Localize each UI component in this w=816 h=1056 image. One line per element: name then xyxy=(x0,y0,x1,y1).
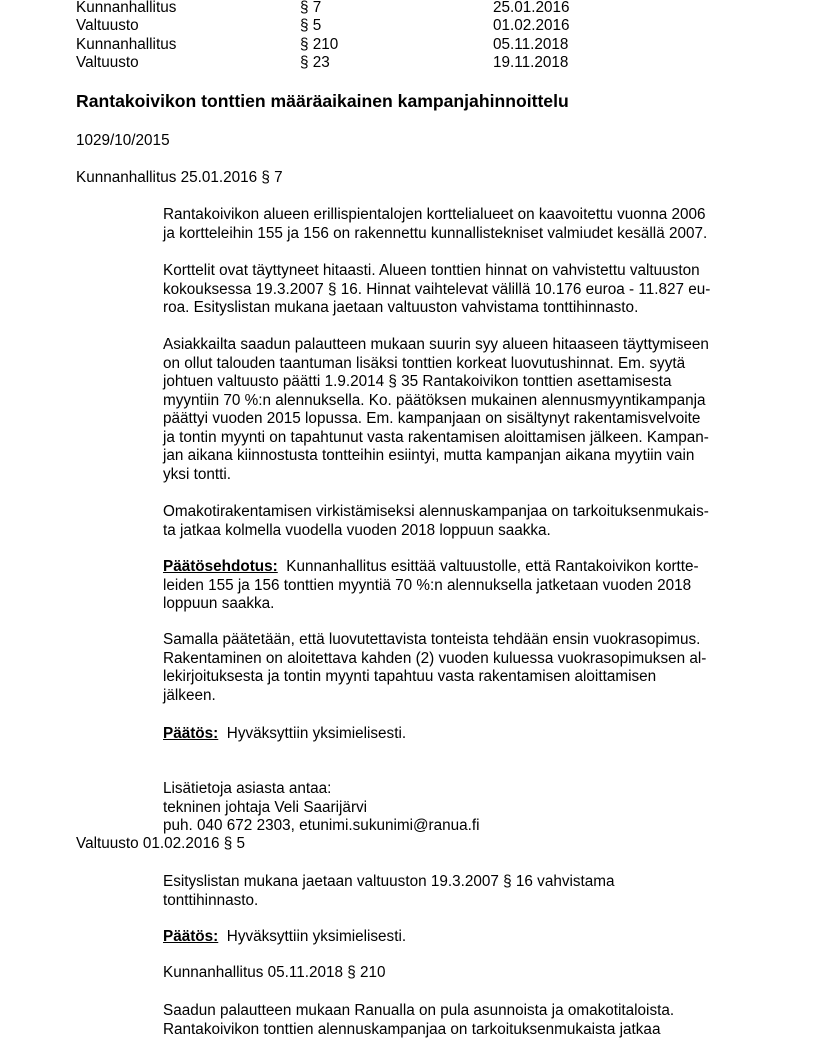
decision-text: Hyväksyttiin yksimielisesti. xyxy=(226,928,407,945)
text-line: tonttihinnasto. xyxy=(163,891,259,909)
text-line: Korttelit ovat täyttyneet hitaasti. Alueen tonttien hinnat on vahvistettu valtuuston xyxy=(163,262,700,279)
decision-paragraph xyxy=(163,725,406,744)
proposal-paragraph xyxy=(163,558,699,614)
text-line: Esityslistan mukana jaetaan valtuuston 19.3.2007 § 16 vahvistama xyxy=(163,873,615,890)
text-line: on ollut talouden taantuman lisäksi tonttien korkeat luovutushinnat. Em. syytä xyxy=(163,354,686,372)
handling-date: 19.11.2018 xyxy=(493,54,569,71)
text-line: Asiakkailta saadun palautteen mukaan suurin syy alueen hitaaseen täyttymiseen xyxy=(163,336,709,353)
decision-label: Päätös: xyxy=(163,928,219,945)
paragraph xyxy=(163,503,709,540)
text-line: johtuen valtuusto päätti 1.9.2014 § 35 Rantakoivikon tonttien asettamisesta xyxy=(163,373,672,390)
text-line: tekninen johtaja Veli Saarijärvi xyxy=(163,798,368,816)
contact-info xyxy=(163,780,480,836)
text-line: loppuun saakka. xyxy=(163,595,275,612)
text-line: myyntiin 70 %:n alennuksella. Ko. päätöksen mukainen alennusmyyntikampanja xyxy=(163,391,706,409)
document-title: Rantakoivikon tonttien määräaikainen kampanjahinnoittelu xyxy=(76,91,569,111)
handling-date: 05.11.2018 xyxy=(493,36,569,53)
handling-date: 01.02.2016 xyxy=(493,17,570,34)
text-line: kokouksessa 19.3.2007 § 16. Hinnat vaihtelevat välillä 10.176 euroa - 11.827 eu- xyxy=(163,280,711,298)
handling-section: § 210 xyxy=(300,36,339,53)
text-line: jälkeen. xyxy=(163,686,216,704)
paragraph xyxy=(163,1002,674,1039)
record-number: 1029/10/2015 xyxy=(76,132,170,149)
handling-body: Valtuusto xyxy=(76,17,139,34)
text-line: yksi tontti. xyxy=(163,465,232,483)
handling-body: Kunnanhallitus xyxy=(76,0,177,16)
text-line: ja tontin myynti on tapahtunut vasta rakentamisen aloittamisen jälkeen. Kampan- xyxy=(163,428,709,446)
text-line: lekirjoituksesta ja tontin myynti tapahtuu vasta rakentamisen aloittamisen xyxy=(163,668,657,685)
text-line: roa. Esityslistan mukana jaetaan valtuuston vahvistama tonttihinnasto. xyxy=(163,299,639,316)
handling-body: Valtuusto xyxy=(76,54,139,71)
handling-section: § 7 xyxy=(300,0,322,16)
text-line: Kunnanhallitus esittää valtuustolle, että Rantakoivikon kortte- xyxy=(286,558,699,575)
handling-body: Kunnanhallitus xyxy=(76,36,177,53)
decision-paragraph xyxy=(163,928,406,947)
decision-text: Hyväksyttiin yksimielisesti. xyxy=(226,725,407,742)
text-line: leiden 155 ja 156 tonttien myyntiä 70 %:n alennuksella jatketaan vuoden 2018 xyxy=(163,576,692,594)
handling-date: 25.01.2016 xyxy=(493,0,570,16)
handling-section: § 23 xyxy=(300,54,330,71)
paragraph xyxy=(163,873,615,910)
text-line: ja kortteleihin 155 ja 156 on rakennettu kunnallistekniset valmiudet kesällä 2007. xyxy=(163,224,708,242)
decision-label: Päätös: xyxy=(163,725,219,742)
handling-section: § 5 xyxy=(300,17,322,34)
meeting-heading: Valtuusto 01.02.2016 § 5 xyxy=(76,835,245,852)
proposal-label: Päätösehdotus: xyxy=(163,558,278,575)
meeting-heading: Kunnanhallitus 25.01.2016 § 7 xyxy=(76,169,283,186)
paragraph xyxy=(163,262,710,318)
paragraph xyxy=(163,206,707,243)
paragraph xyxy=(163,631,706,705)
text-line: päättyi vuoden 2015 lopussa. Em. kampanjaan on sisältynyt rakentamisvelvoite xyxy=(163,410,701,427)
text-line: Omakotirakentamisen virkistämiseksi alennuskampanjaa on tarkoituksenmukais- xyxy=(163,503,709,520)
meeting-heading: Kunnanhallitus 05.11.2018 § 210 xyxy=(163,964,386,981)
text-line: Rakentaminen on aloitettava kahden (2) vuoden kuluessa vuokrasopimuksen al- xyxy=(163,649,707,667)
text-line: puh. 040 672 2303, etunimi.sukunimi@ranua.fi xyxy=(163,817,480,834)
text-line: Lisätietoja asiasta antaa: xyxy=(163,780,332,797)
text-line: jan aikana kiinnostusta tontteihin esiintyi, mutta kampanjan aikana myytiin vain xyxy=(163,447,695,464)
text-line: Rantakoivikon tonttien alennuskampanjaa on tarkoituksenmukaista jatkaa xyxy=(163,1020,661,1038)
paragraph xyxy=(163,336,709,484)
text-line: Samalla päätetään, että luovutettavista tonteista tehdään ensin vuokrasopimus. xyxy=(163,631,701,648)
text-line: ta jatkaa kolmella vuodella vuoden 2018 loppuun saakka. xyxy=(163,521,551,539)
text-line: Rantakoivikon alueen erillispientalojen korttelialueet on kaavoitettu vuonna 2006 xyxy=(163,206,706,223)
text-line: Saadun palautteen mukaan Ranualla on pula asunnoista ja omakotitaloista. xyxy=(163,1002,675,1019)
